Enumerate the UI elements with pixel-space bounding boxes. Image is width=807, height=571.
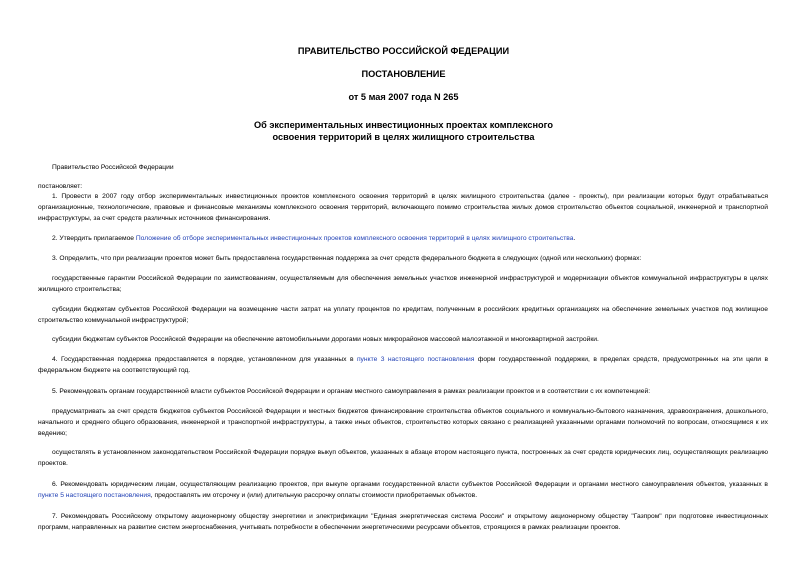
regulation-link[interactable]: Положение об отборе экспериментальных инвестиционных проектов комплексного освоения территорий в целях жилищного строительства bbox=[135, 235, 574, 242]
paragraph-3: 3. Определить, что при реализации проектов может быть предоставлена государственная поддержка за счет средств федерального бюджета в следующих (одной или нескольких) формах: bbox=[52, 255, 642, 262]
paragraph-3-item-1: государственные гарантии Российской Федерации по заимствованиям, осуществляемым для обеспечения земельных участков инженерной инфраструктурой и модернизации объектов коммунальной инфраструктуры в целях жилищного строительства; bbox=[38, 275, 768, 293]
paragraph-6 bbox=[38, 479, 768, 501]
paragraph-5: 5. Рекомендовать органам государственной власти субъектов Российской Федерации и органам местного самоуправления в рамках реализации проектов и в соответствии с их компетенцией: bbox=[52, 388, 651, 395]
paragraph-6-end: , предоставлять им отсрочку и (или) длительную рассрочку оплаты стоимости приобретаемых объектов. bbox=[150, 492, 478, 499]
document-title-line2: освоения территорий в целях жилищного строительства bbox=[272, 132, 535, 142]
paragraph-5-item-2: осуществлять в установленном законодательством Российской Федерации порядке выкуп объектов, указанных в абзаце втором настоящего пункта, построенных за счет средств юридических лиц, осуществляющих реализацию проектов. bbox=[38, 449, 768, 467]
paragraph-3-item-2: субсидии бюджетам субъектов Российской Федерации на возмещение части затрат на уплату процентов по кредитам, полученным в российских кредитных организациях на обеспечение земельных участков под жилищное строительство коммунальной инфраструктурой; bbox=[38, 306, 768, 324]
paragraph-4-end: форм государственной поддержки, в пределах средств, предусмотренных на эти цели в федеральном бюджете на соответствующий год. bbox=[38, 356, 768, 374]
paragraph-2-text: 2. Утвердить прилагаемое bbox=[52, 235, 136, 242]
intro-text: Правительство Российской Федерации bbox=[52, 164, 174, 171]
paragraph-1: 1. Провести в 2007 году отбор экспериментальных инвестиционных проектов комплексного освоения территорий в целях жилищного строительства (далее - проекты), при реализации которых будут отрабатываться организационные, технологические, правовые и финансовые механизмы комплексного освоения территорий, включающего помимо строительства жилых домов строительство объектов социальной, инженерной и транспортной инфраструктуры, за счет средств различных источников финансирования. bbox=[38, 193, 768, 222]
document-title bbox=[150, 119, 657, 143]
paragraph-3-item-3: субсидии бюджетам субъектов Российской Федерации на обеспечение автомобильными дорогами новых микрорайонов массовой малоэтажной и многоквартирной застройки. bbox=[52, 336, 599, 343]
paragraph-6-text: 6. Рекомендовать юридическим лицам, осуществляющим реализацию проектов, при выкупе органами государственной власти субъектов Российской Федерации и органами местного самоуправления объектов, указанных в bbox=[52, 481, 768, 488]
paragraph-2 bbox=[38, 233, 768, 244]
paragraph-4 bbox=[38, 354, 768, 376]
paragraph-4-text: 4. Государственная поддержка предоставляется в порядке, установленном для указанных в bbox=[52, 356, 357, 363]
document-type: ПОСТАНОВЛЕНИЕ bbox=[361, 69, 446, 79]
clause-5-link[interactable]: пункте 5 настоящего постановления bbox=[38, 492, 151, 499]
decree-text: постановляет: bbox=[38, 183, 83, 190]
document-date-number: от 5 мая 2007 года N 265 bbox=[348, 92, 459, 102]
document-title-line1: Об экспериментальных инвестиционных проектах комплексного bbox=[253, 120, 553, 130]
clause-3-link[interactable]: пункте 3 настоящего постановления bbox=[356, 356, 475, 363]
paragraph-5-item-1: предусматривать за счет средств бюджетов субъектов Российской Федерации и местных бюджетов финансирование строительства объектов социального и коммунально-бытового назначения, здравоохранения, дошкольного, начального и среднего общего образования, инженерной и транспортной инфраструктуры, а также иных объектов, строительство которых связано с реализацией указанными органами полномочий по вопросам, относящимся к их ведению; bbox=[38, 408, 768, 437]
government-heading: ПРАВИТЕЛЬСТВО РОССИЙСКОЙ ФЕДЕРАЦИИ bbox=[297, 46, 510, 56]
paragraph-2-end: . bbox=[573, 235, 576, 242]
paragraph-7: 7. Рекомендовать Российскому открытому акционерному обществу энергетики и электрификации "Единая энергетическая система России" и открытому акционерному обществу "Газпром" при подготовке инвестиционных программ, направленных на развитие систем энергоснабжения, учитывать потребности в обеспечении энергетическими ресурсами объектов, строящихся в рамках реализации проектов. bbox=[38, 513, 768, 531]
